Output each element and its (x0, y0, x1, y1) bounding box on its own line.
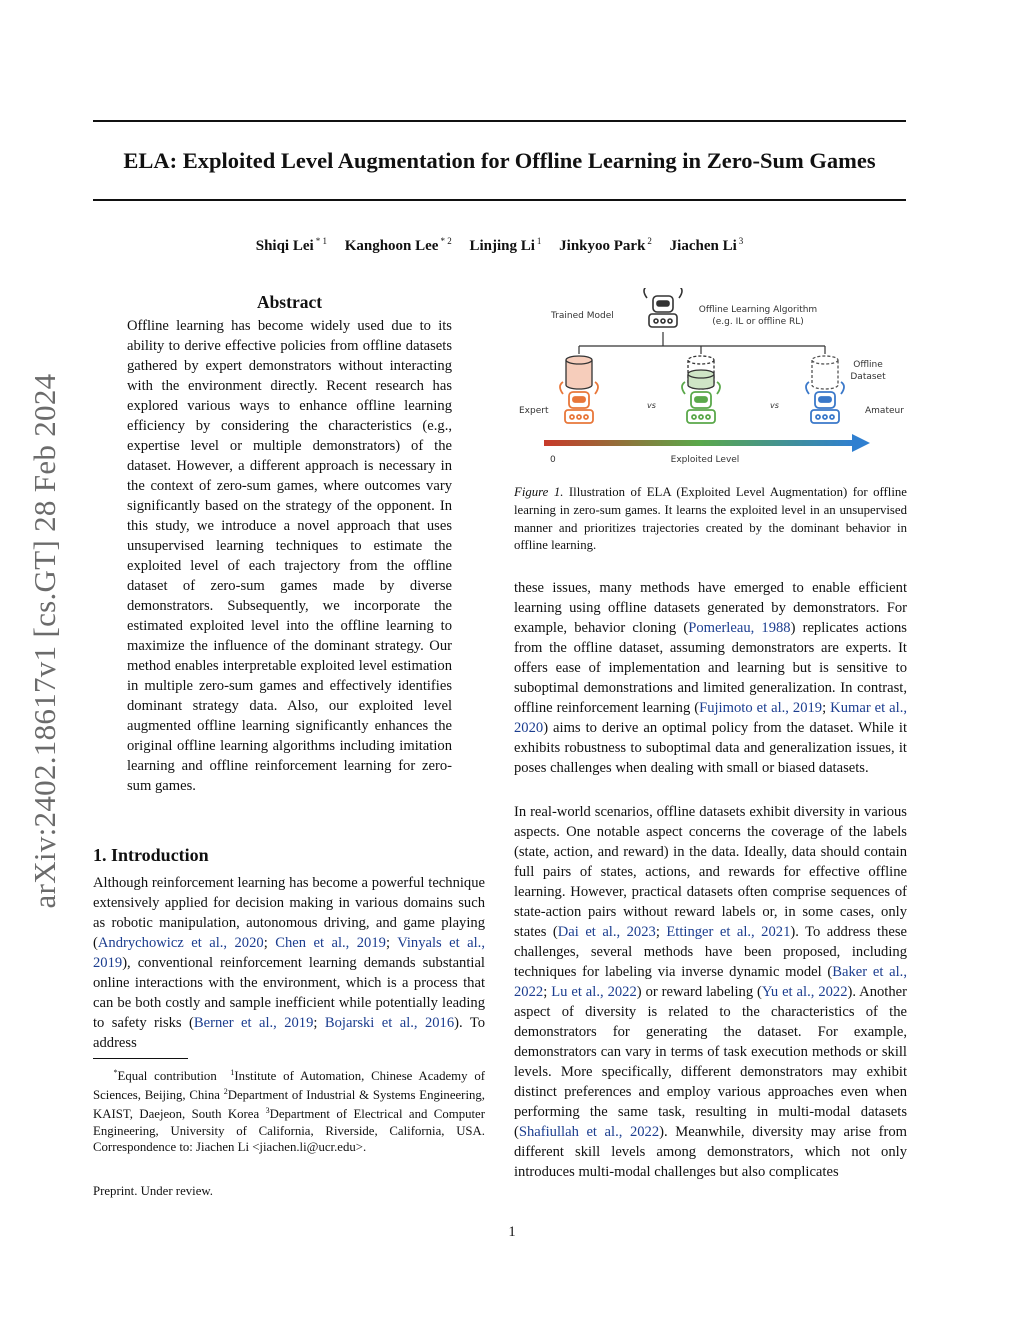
amateur-label: Amateur (865, 406, 904, 416)
abstract-heading: Abstract (256, 292, 323, 312)
citation-link[interactable]: Bojarski et al., 2016 (324, 1015, 455, 1031)
author-list (93, 236, 906, 255)
right-column-paragraph-2: In real-world scenarios, offline datasets exhibit diversity in various aspects. One notable aspect concerns the coverage of the labels (state, action, and reward) in the data. Ideally, data should contain full pairs of states, actions, and rewards for effective offline learning. However, practical datasets often comprise sequences of state-action pairs without reward labels or, in some cases, only states (Dai et al., 2023; Ettinger et al., 2021). To address these challenges, several methods have been proposed, including techniques for labeling via inverse dynamic model (Baker et al., 2022; Lu et al., 2022) or reward labeling (Yu et al., 2022). Another aspect of diversity is related to the characteristics of the demonstrators for generating the dataset. For example, demonstrators can vary in terms of task execution methods or skill levels. More specifically, different demonstrators may exhibit distinct preferences and employ various approaches even when performing the same task, resulting in multi-modal datasets (Shafiullah et al., 2022). Meanwhile, diversity may arise from different skill levels among demonstrators, which not only introduces multi-modal challenges but also complicates (514, 804, 907, 1180)
vs-label: vs (770, 401, 779, 410)
citation-link[interactable]: Fujimoto et al., 2019 (699, 700, 823, 716)
citation-link[interactable]: Andrychowicz et al., 2020 (97, 935, 264, 951)
preprint-note: Preprint. Under review. (93, 1184, 213, 1198)
expert-label: Expert (519, 406, 549, 416)
abstract-body: Offline learning has become widely used due to its ability to derive effective policies from offline datasets gathered by expert demonstrators without interacting with the environment directly. Recent research has explored various ways to enhance offline learning efficiency by considering the characteristics (e.g., expertise level or multiple demonstrators) of the dataset. However, a different approach is necessary in the context of zero-sum games, where outcomes vary significantly based on the strategy of the opponent. In this study, we introduce a novel approach that uses unsupervised learning techniques to estimate the exploited level of each trajectory from the offline dataset of zero-sum games made by diverse demonstrators. Subsequently, we incorporate the estimated exploited level into the offline learning to maximize the influence of the dominant strategy. Our method enables interpretable exploited level estimation in multiple zero-sum games and effectively identifies dominant strategy data. Also, our exploited level augmented offline learning significantly enhances the original offline learning algorithms including imitation learning and offline reinforcement learning for zero-sum games. (127, 318, 452, 794)
figure-1 (510, 288, 910, 468)
citation-link[interactable]: Shafiullah et al., 2022 (518, 1124, 660, 1140)
axis-title: Exploited Level (670, 455, 740, 465)
footnote-rule (93, 1058, 188, 1059)
author: Jinkyoo Park $^2$ (559, 236, 652, 254)
citation-link[interactable]: Yu et al., 2022 (761, 984, 848, 1000)
author: Shiqi Lei $^{* 1}$ (255, 236, 327, 254)
axis-arrowhead (852, 434, 870, 452)
mid-dataset-icon (688, 356, 714, 389)
citation-link[interactable]: Kumar et al., 2020 (514, 700, 907, 736)
footnote: *Equal contribution $^1$Institute of Automation, Chinese Academy of Sciences, Beijing, China $^2$Department of Industrial & Systems Engineering, KAIST, Daejeon, South Korea $^3$Department of Electrical and Computer Engineering, University of California, Riverside, California, USA. Correspondence to: Jiachen Li <jiachen.li@ucr.edu>. (93, 1068, 485, 1154)
expert-dataset-icon (566, 356, 592, 389)
dataset-label-2: Dataset (850, 372, 886, 382)
algorithm-label: Offline Learning Algorithm (698, 305, 818, 315)
citation-link[interactable]: Berner et al., 2019 (193, 1015, 314, 1031)
connector-lines (579, 332, 825, 354)
title-rule-top (93, 120, 906, 122)
trained-model-robot-icon (644, 288, 682, 327)
amateur-dataset-icon (812, 356, 838, 389)
author: Jiachen Li $^3$ (669, 236, 744, 254)
exploited-level-axis (544, 440, 854, 446)
citation-link[interactable]: Ettinger et al., 2021 (666, 924, 791, 940)
vs-label: vs (647, 401, 656, 410)
author: Kanghoon Lee $^{* 2}$ (344, 236, 452, 254)
citation-link[interactable]: Chen et al., 2019 (275, 935, 386, 951)
axis-zero-label: 0 (550, 455, 556, 465)
citation-link[interactable]: Lu et al., 2022 (551, 984, 637, 1000)
right-column-paragraph-1: these issues, many methods have emerged to enable efficient learning using offline datasets generated by demonstrators. For example, behavior cloning (Pomerleau, 1988) replicates actions from the offline dataset, assuming demonstrators are experts. It offers ease of implementation and learning but is sensitive to suboptimal demonstrations and limited generalization. In contrast, offline reinforcement learning (Fujimoto et al., 2019; Kumar et al., 2020) aims to derive an optimal policy from the dataset. While it exhibits robustness to suboptimal data and generalization issues, it poses challenges when dealing with small or biased datasets. (514, 580, 907, 776)
citation-link[interactable]: Dai et al., 2023 (557, 924, 656, 940)
arxiv-identifier: arXiv:2402.18617v1 [cs.GT] 28 Feb 2024 (27, 373, 62, 909)
dataset-label: Offline (853, 360, 883, 370)
author: Linjing Li $^1$ (469, 236, 542, 254)
trained-model-label: Trained Model (551, 311, 614, 321)
section-heading-introduction: 1. Introduction (93, 845, 209, 865)
figure-caption: Figure 1. Illustration of ELA (Exploited Level Augmentation) for offline learning in zero-sum games. It learns the exploited level in an unsupervised manner and prioritizes trajectories created by the dominant behavior in offline learning. (514, 485, 907, 553)
citation-link[interactable]: Baker et al., 2022 (514, 964, 907, 1000)
citation-link[interactable]: Vinyals et al., 2019 (93, 935, 485, 971)
page-number: 1 (508, 1224, 516, 1240)
title-rule-bottom (93, 199, 906, 201)
algorithm-example-label: (e.g. IL or offline RL) (712, 317, 804, 327)
citation-link[interactable]: Pomerleau, 1988 (688, 620, 791, 636)
intro-paragraph: Although reinforcement learning has become a powerful technique extensively applied for decision making in various domains such as robotic manipulation, autonomous driving, and game playing (Andrychowicz et al., 2020; Chen et al., 2019; Vinyals et al., 2019), conventional reinforcement learning demands substantial online interactions with the environment, which is a process that can be both costly and sample inefficient while potentially leading to safety risks (Berner et al., 2019; Bojarski et al., 2016). To address (93, 875, 486, 1051)
paper-title: ELA: Exploited Level Augmentation for Offline Learning in Zero-Sum Games (123, 148, 876, 173)
